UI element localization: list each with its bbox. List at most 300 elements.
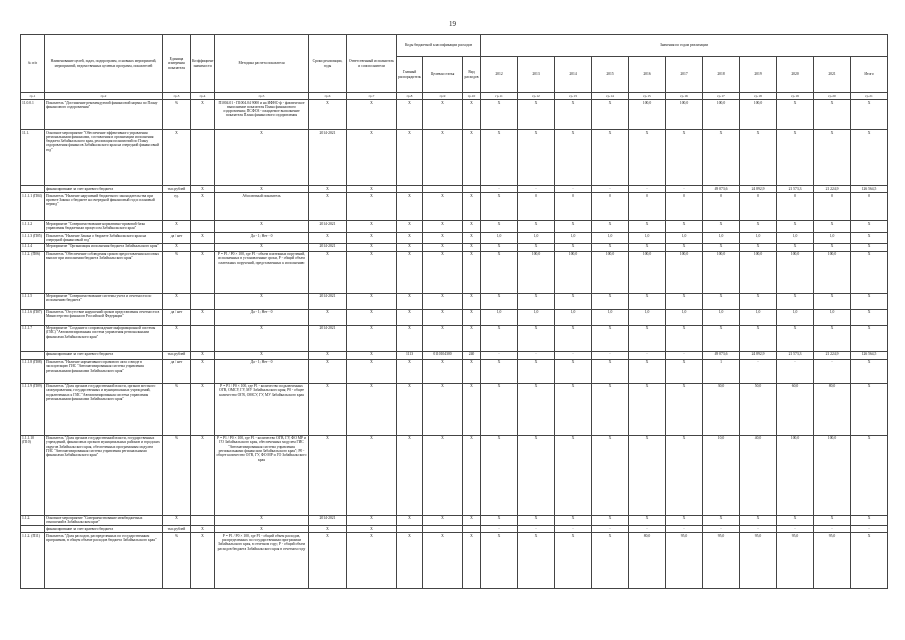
table-cell: Х: [347, 221, 397, 233]
table-cell: Х: [481, 435, 518, 515]
table-cell: Х: [592, 359, 629, 383]
table-cell: Х: [423, 233, 463, 244]
table-cell: -: [555, 351, 592, 359]
table-cell: Х: [309, 435, 347, 515]
table-cell: тыс.рублей: [163, 351, 191, 359]
table-cell: Х: [347, 193, 397, 221]
table-cell: 95,0: [740, 533, 777, 589]
table-row: [21, 186, 888, 193]
table-cell: тыс.рублей: [163, 526, 191, 533]
table-cell: 100,0: [629, 100, 666, 130]
column-number: гр.17: [703, 93, 740, 100]
table-cell: Х: [423, 193, 463, 221]
header-total: Итого: [851, 57, 888, 93]
table-cell: Х: [666, 359, 703, 383]
table-cell: Х: [191, 193, 215, 221]
table-row: [21, 309, 888, 325]
table-cell: Х: [397, 435, 423, 515]
header-year: 2014: [555, 57, 592, 93]
table-cell: Х: [851, 233, 888, 244]
header-years-group: Значения по годам реализации: [481, 35, 888, 57]
table-cell: 0: [555, 193, 592, 221]
row-name-cell: финансирование за счет краевого бюджета: [45, 351, 163, 359]
table-cell: Х: [592, 515, 629, 526]
header-coef: Коэффициент значимости: [191, 35, 215, 93]
table-cell: Х: [191, 526, 215, 533]
table-cell: 50,0: [740, 383, 777, 435]
table-cell: 1,0: [740, 233, 777, 244]
table-cell: Х: [481, 383, 518, 435]
table-cell: Х: [347, 533, 397, 589]
table-cell: Х: [629, 435, 666, 515]
table-cell: Х: [191, 186, 215, 193]
row-number-cell: 1.1.1.1 (П04): [21, 193, 45, 221]
table-row: [21, 325, 888, 351]
row-name-cell: Показатель "Доля органов государственной власти, государственных учреждений, финансовых органов муниципальных районов и городских округов Забайкальского края, обеспеченных программным модулем ГИС "Автоматизированная система управления региональными финансами Забайкальского края": [45, 435, 163, 515]
row-number-cell: [21, 186, 45, 193]
table-cell: 60,0: [777, 383, 814, 435]
column-number: гр.12: [518, 93, 555, 100]
row-name-cell: Мероприятие "Создание и сопровождение информационной системы (ГИС) "Автоматизированная система управления региональными финансами Забайкальского края": [45, 325, 163, 351]
table-cell: Х: [163, 325, 191, 351]
table-cell: 1,0: [518, 309, 555, 325]
table-cell: Х: [191, 351, 215, 359]
table-cell: Х: [777, 325, 814, 351]
program-indicators-table: [20, 34, 888, 589]
table-cell: Х: [592, 130, 629, 186]
table-cell: -: [814, 526, 851, 533]
table-cell: Х: [463, 435, 481, 515]
table-cell: 21 224,9: [814, 351, 851, 359]
column-number: гр.4: [191, 93, 215, 100]
table-row: [21, 193, 888, 221]
table-cell: Х: [518, 533, 555, 589]
row-name-cell: Показатель "Наличие Закона о бюджете Забайкальского края на очередной финансовый год": [45, 233, 163, 244]
table-cell: 100,0: [518, 251, 555, 293]
header-year: 2021: [814, 57, 851, 93]
table-cell: Х: [518, 325, 555, 351]
table-cell: 100,0: [629, 251, 666, 293]
table-cell: Х: [629, 383, 666, 435]
row-number-cell: [21, 351, 45, 359]
row-number-cell: 1.1.1.8 (П08): [21, 359, 45, 383]
table-cell: Х: [423, 100, 463, 130]
table-cell: 1,0: [555, 233, 592, 244]
table-cell: %: [163, 383, 191, 435]
table-cell: 100,0: [592, 251, 629, 293]
table-cell: 1,0: [592, 309, 629, 325]
table-cell: [397, 526, 423, 533]
row-number-cell: 1.1.1.4: [21, 243, 45, 251]
table-cell: Х: [463, 309, 481, 325]
table-row: [21, 359, 888, 383]
table-cell: 100,0: [777, 251, 814, 293]
table-cell: Х: [397, 193, 423, 221]
table-cell: Х: [347, 515, 397, 526]
table-cell: Х: [851, 359, 888, 383]
table-cell: [191, 243, 215, 251]
header-grbs: Главный распорядитель: [397, 57, 423, 93]
table-cell: Х: [481, 243, 518, 251]
table-cell: Х: [666, 325, 703, 351]
row-name-cell: Показатель "Доля расходов, распределенных по государственным программам, в общем объеме расходов бюджета Забайкальского края": [45, 533, 163, 589]
table-cell: -: [592, 351, 629, 359]
table-cell: Х: [851, 435, 888, 515]
column-number: гр.19: [777, 93, 814, 100]
table-cell: Х: [463, 293, 481, 309]
table-cell: Х: [191, 251, 215, 293]
header-year: 2015: [592, 57, 629, 93]
table-cell: Х: [423, 309, 463, 325]
table-cell: 0: [703, 193, 740, 221]
table-cell: Х: [740, 293, 777, 309]
table-cell: Х: [777, 243, 814, 251]
row-name-cell: финансирование за счет краевого бюджета: [45, 526, 163, 533]
header-year: 2018: [703, 57, 740, 93]
table-cell: Х: [347, 526, 397, 533]
table-cell: 95,0: [666, 533, 703, 589]
table-cell: 2014-2021: [309, 221, 347, 233]
table-cell: Х: [592, 435, 629, 515]
table-cell: Х: [309, 100, 347, 130]
table-cell: 1,0: [777, 309, 814, 325]
header-name: Наименование целей, задач, подпрограмм, основных мероприятий, мероприятий, ведомственных целевых программ, показателей: [45, 35, 163, 93]
table-cell: Х: [777, 100, 814, 130]
table-cell: Х: [777, 515, 814, 526]
table-cell: Абсолютный показатель: [215, 193, 309, 221]
table-cell: 1,0: [666, 309, 703, 325]
header-year: 2020: [777, 57, 814, 93]
row-number-cell: 1.1.2.: [21, 515, 45, 526]
table-cell: Х: [215, 186, 309, 193]
table-cell: 2014-2021: [309, 130, 347, 186]
table-cell: Х: [851, 100, 888, 130]
table-cell: Х: [851, 221, 888, 233]
page-number: 19: [449, 20, 456, 28]
table-cell: Х: [397, 533, 423, 589]
table-cell: 80,0: [814, 383, 851, 435]
table-row: [21, 251, 888, 293]
table-cell: Х: [814, 515, 851, 526]
table-body: [21, 100, 888, 589]
header-method: Методика расчета показателя: [215, 35, 309, 93]
table-cell: Х: [555, 435, 592, 515]
table-cell: Х: [463, 243, 481, 251]
table-cell: Х: [703, 325, 740, 351]
table-cell: Х: [666, 221, 703, 233]
table-cell: 2014-2021: [309, 293, 347, 309]
table-cell: Х: [423, 293, 463, 309]
row-number-cell: 1.1.1.9 (П09): [21, 383, 45, 435]
table-cell: Х: [592, 293, 629, 309]
table-cell: Х: [397, 515, 423, 526]
table-cell: ед.: [163, 193, 191, 221]
table-cell: Х: [555, 221, 592, 233]
row-number-cell: 1.1.2. (П06): [21, 251, 45, 293]
table-cell: Х: [555, 359, 592, 383]
table-cell: Х: [740, 325, 777, 351]
table-cell: 21 573,3: [777, 186, 814, 193]
table-cell: Х: [309, 193, 347, 221]
table-cell: 0: [777, 193, 814, 221]
column-number: гр.13: [555, 93, 592, 100]
table-cell: -: [814, 359, 851, 383]
table-cell: -: [629, 351, 666, 359]
header-num: № п/п: [21, 35, 45, 93]
table-cell: 100,0: [814, 435, 851, 515]
table-cell: Х: [423, 325, 463, 351]
table-cell: Х: [703, 221, 740, 233]
table-row: [21, 435, 888, 515]
column-number: гр.1: [21, 93, 45, 100]
table-cell: 100,0: [740, 100, 777, 130]
table-cell: 100,0: [555, 251, 592, 293]
table-row: [21, 533, 888, 589]
column-number: гр.10: [463, 93, 481, 100]
table-cell: 24 892,9: [740, 351, 777, 359]
table-row: [21, 233, 888, 244]
table-cell: Х: [309, 351, 347, 359]
table-cell: Х: [666, 243, 703, 251]
table-cell: %: [163, 251, 191, 293]
table-cell: Х: [347, 351, 397, 359]
table-cell: 80,0: [629, 533, 666, 589]
table-cell: Х: [397, 233, 423, 244]
table-cell: тыс.рублей: [163, 186, 191, 193]
table-cell: Х: [777, 130, 814, 186]
table-cell: 100,0: [703, 100, 740, 130]
table-cell: Х: [629, 243, 666, 251]
table-cell: 1: [703, 359, 740, 383]
table-cell: Х: [347, 186, 397, 193]
table-cell: Х: [814, 293, 851, 309]
table-cell: Х: [481, 515, 518, 526]
table-cell: 100,0: [666, 251, 703, 293]
table-cell: 49 073,6: [703, 351, 740, 359]
table-cell: Х: [851, 251, 888, 293]
table-cell: 100,0: [740, 251, 777, 293]
table-cell: Х: [397, 309, 423, 325]
table-row: [21, 526, 888, 533]
row-name-cell: Показатель "Обеспечение соблюдения сроков предоставления кассовых выплат при исполнении бюджета Забайкальского края": [45, 251, 163, 293]
table-cell: Х: [463, 130, 481, 186]
table-cell: 1,0: [481, 309, 518, 325]
table-cell: 1,0: [629, 233, 666, 244]
table-cell: Х: [518, 221, 555, 233]
table-cell: Х: [423, 359, 463, 383]
column-number: гр.9: [423, 93, 463, 100]
table-cell: Х: [163, 221, 191, 233]
table-cell: Х: [347, 309, 397, 325]
table-row: [21, 515, 888, 526]
header-vr: Вид расходов: [463, 57, 481, 93]
table-cell: Х: [191, 533, 215, 589]
column-number: гр.16: [666, 93, 703, 100]
header-year: 2012: [481, 57, 518, 93]
table-cell: Х: [851, 309, 888, 325]
table-cell: [191, 325, 215, 351]
table-cell: 126 564,5: [851, 351, 888, 359]
table-cell: Х: [555, 243, 592, 251]
table-cell: Х: [740, 515, 777, 526]
table-cell: 0: [592, 193, 629, 221]
table-cell: 100,0: [777, 435, 814, 515]
table-cell: [463, 186, 481, 193]
header-unit: Единица измерения показателя: [163, 35, 191, 93]
table-cell: Х: [191, 435, 215, 515]
table-row: [21, 243, 888, 251]
table-cell: Х: [481, 533, 518, 589]
table-cell: 1,0: [777, 233, 814, 244]
table-cell: -: [518, 526, 555, 533]
table-cell: 1,0: [666, 233, 703, 244]
table-cell: Х: [215, 325, 309, 351]
table-cell: Х: [666, 130, 703, 186]
table-cell: 0: [740, 193, 777, 221]
table-cell: Х: [481, 251, 518, 293]
table-cell: Х: [463, 233, 481, 244]
table-cell: Х: [215, 351, 309, 359]
table-cell: 240: [463, 351, 481, 359]
table-cell: 0: [814, 193, 851, 221]
table-cell: Х: [191, 309, 215, 325]
table-cell: Х: [851, 243, 888, 251]
table-cell: Х: [666, 515, 703, 526]
column-number: гр.20: [814, 93, 851, 100]
header-year: 2016: [629, 57, 666, 93]
table-cell: Х: [481, 293, 518, 309]
table-cell: 1,0: [592, 233, 629, 244]
row-number-cell: 1.1.1.6 (П07): [21, 309, 45, 325]
column-number: гр.11: [481, 93, 518, 100]
table-cell: Х: [309, 533, 347, 589]
table-cell: Х: [463, 515, 481, 526]
table-cell: Х: [215, 293, 309, 309]
table-cell: 0: [518, 193, 555, 221]
table-cell: %: [163, 100, 191, 130]
row-name-cell: Показатель "Отсутствие нарушений сроков представления отчетности в Министерство финансов Российской Федерации": [45, 309, 163, 325]
table-cell: Х: [740, 130, 777, 186]
table-cell: Да - 1; Нет - 0: [215, 233, 309, 244]
table-cell: Х: [592, 533, 629, 589]
table-cell: 1,0: [814, 233, 851, 244]
row-name-cell: Показатель "Достижение рекомендуемой финансовой нормы по Плану финансового оздоровления": [45, 100, 163, 130]
table-cell: Х: [463, 100, 481, 130]
table-cell: Х: [481, 221, 518, 233]
table-cell: Х: [481, 325, 518, 351]
table-cell: Х: [851, 383, 888, 435]
table-cell: -: [518, 351, 555, 359]
table-row: [21, 383, 888, 435]
table-cell: Х: [851, 515, 888, 526]
table-cell: Х: [463, 533, 481, 589]
table-cell: 1113: [397, 351, 423, 359]
table-cell: -: [666, 186, 703, 193]
table-cell: Х: [518, 515, 555, 526]
table-cell: Х: [481, 100, 518, 130]
table-cell: Х: [347, 359, 397, 383]
table-cell: Х: [518, 100, 555, 130]
table-cell: Х: [215, 526, 309, 533]
table-cell: Х: [347, 251, 397, 293]
table-cell: Х: [347, 435, 397, 515]
table-cell: 2014-2021: [309, 515, 347, 526]
table-cell: 40,0: [740, 435, 777, 515]
table-cell: 21 224,9: [814, 186, 851, 193]
table-cell: Х: [592, 100, 629, 130]
row-number-cell: 1.1.1.2: [21, 221, 45, 233]
table-cell: Х: [215, 515, 309, 526]
row-name-cell: Основное мероприятие "Совершенствование межбюджетных отношений в Забайкальском крае": [45, 515, 163, 526]
table-cell: Х: [215, 221, 309, 233]
table-cell: 1,0: [703, 233, 740, 244]
table-cell: -: [740, 359, 777, 383]
table-cell: -: [592, 186, 629, 193]
table-cell: -: [481, 526, 518, 533]
table-cell: Х: [397, 130, 423, 186]
column-number: гр.18: [740, 93, 777, 100]
table-row: [21, 351, 888, 359]
table-cell: Х: [814, 243, 851, 251]
table-cell: 1,0: [555, 309, 592, 325]
table-cell: Х: [309, 526, 347, 533]
table-cell: Х: [703, 243, 740, 251]
table-cell: [191, 221, 215, 233]
row-name-cell: Мероприятие "Совершенствование нормативно-правовой базы управления бюджетным процессом Забайкальского края": [45, 221, 163, 233]
table-cell: Х: [309, 233, 347, 244]
table-cell: 95,0: [777, 533, 814, 589]
row-number-cell: 1.1.1.10 (П10): [21, 435, 45, 515]
table-cell: Х: [851, 325, 888, 351]
table-cell: Х: [397, 251, 423, 293]
table-cell: Х: [347, 293, 397, 309]
table-cell: Х: [518, 243, 555, 251]
table-cell: Х: [518, 435, 555, 515]
table-cell: -: [703, 526, 740, 533]
table-cell: да / нет: [163, 309, 191, 325]
table-cell: -: [851, 526, 888, 533]
table-cell: 1,0: [481, 233, 518, 244]
column-number: гр.3: [163, 93, 191, 100]
row-number-cell: 1.1.1.7: [21, 325, 45, 351]
table-cell: Да - 1; Нет - 0: [215, 359, 309, 383]
table-cell: 1,0: [740, 309, 777, 325]
table-cell: -: [777, 526, 814, 533]
table-cell: 10,0: [703, 435, 740, 515]
table-cell: Х: [397, 359, 423, 383]
table-cell: Р = Р1 / Р0 × 100, где Р1 - общий объем расходов, распределенных по государственным программам Забайкальского края, в отчетном году; Р - общий объем расходов бюджета Забайкальского края в отчетном году: [215, 533, 309, 589]
table-cell: %: [163, 435, 191, 515]
table-cell: 30,0: [703, 383, 740, 435]
table-cell: Х: [592, 325, 629, 351]
table-cell: [423, 526, 463, 533]
table-cell: 100,0: [814, 251, 851, 293]
table-cell: -: [666, 351, 703, 359]
table-cell: Х: [518, 293, 555, 309]
table-cell: Х: [309, 186, 347, 193]
table-cell: -: [777, 359, 814, 383]
table-cell: Х: [215, 130, 309, 186]
table-cell: Х: [347, 383, 397, 435]
table-cell: Х: [423, 130, 463, 186]
table-cell: 100,0: [666, 100, 703, 130]
table-cell: Х: [555, 100, 592, 130]
column-number: гр.6: [309, 93, 347, 100]
table-cell: Х: [740, 221, 777, 233]
table-cell: Х: [555, 130, 592, 186]
table-cell: Х: [423, 515, 463, 526]
table-cell: 126 564,5: [851, 186, 888, 193]
